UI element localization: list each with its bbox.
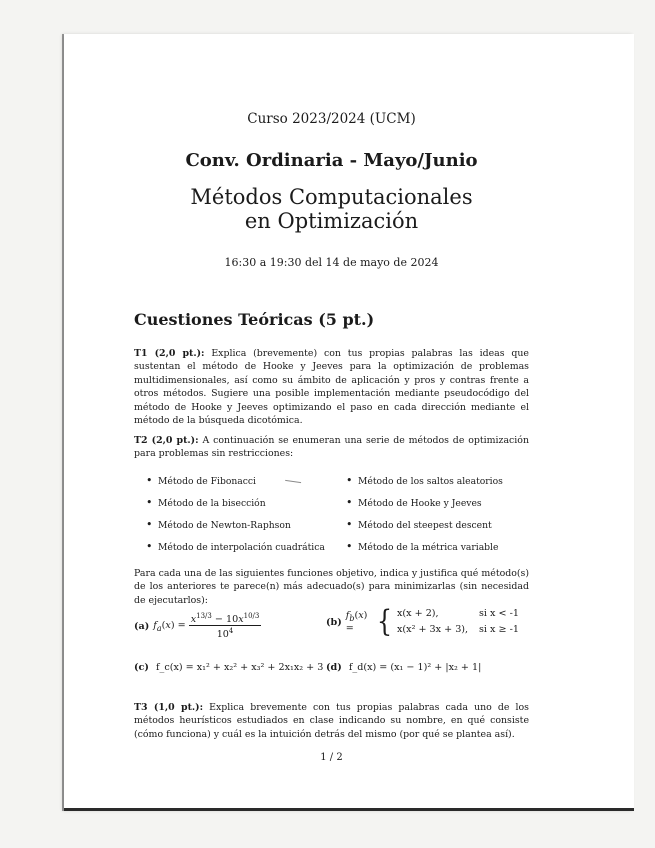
function-b-lhs: $f_b(x)$ = [345, 610, 368, 634]
page-number: 1 / 2 [320, 752, 343, 763]
question-t3-label: T3 (1,0 pt.): [134, 702, 204, 713]
list-item: • Método del steepest descent [346, 518, 536, 540]
list-item: • Método de la métrica variable [346, 540, 536, 562]
question-t3-text: Explica brevemente con tus propias palabras cada uno de los métodos heurísticos estudiados en clase indicando su nombre, en qué consiste (cómo funciona) y cuál es la intuición detrás del mismo (por qué se plantea así). [134, 702, 529, 740]
methods-column-left [146, 474, 336, 562]
list-item: • Método de los saltos aleatorios [346, 474, 536, 496]
question-t1-label: T1 (2,0 pt.): [134, 348, 205, 359]
question-t1-text: Explica (brevemente) con tus propias palabras las ideas que sustentan el método de Hooke y Jeeves para la optimización de problemas multidimensionales, así como su ámbito de aplicación y pros y contras frente a otros métodos. Sugiere una posible implementación mediante pseudocódigo del método de Hooke y Jeeves optimizando el paso en cada dirección mediante el método de la búsqueda dicotómica. [134, 348, 529, 427]
question-t1 [134, 347, 529, 427]
list-item: • Método de Fibonacci [146, 474, 336, 496]
list-item: • Método de Newton-Raphson [146, 518, 336, 540]
function-a-label: (a) [134, 620, 150, 632]
function-c-expression: f_c(x) = x₁² + x₂² + x₃² + 2x₁x₂ + 3 [155, 662, 324, 673]
function-d [326, 662, 481, 673]
question-t3 [134, 701, 529, 741]
function-a-lhs: $f_a(x)$ = [153, 619, 189, 633]
function-d-expression: f_d(x) = (x₁ − 1)² + |x₂ + 1| [348, 662, 482, 673]
left-brace-icon: { [376, 604, 393, 639]
function-a-fraction: $\frac{x^{13/3} - 10x^{10/3}}{10^4}$ [190, 612, 260, 641]
list-item: • Método de interpolación cuadrática [146, 540, 336, 562]
function-b [326, 606, 529, 638]
section-title: Cuestiones Teóricas (5 pt.) [134, 310, 375, 329]
convocatoria-line: Conv. Ordinaria - Mayo/Junio [185, 150, 478, 171]
question-t2 [134, 434, 529, 461]
question-t2-label: T2 (2,0 pt.): [134, 435, 199, 446]
function-c [134, 662, 323, 673]
list-item: • Método de la bisección [146, 496, 336, 518]
functions-intro: Para cada una de las siguientes funciones objetivo, indica y justifica qué método(s) de los anteriores te parece(n) más adecuado(s) para minimizarlas (sin necesidad de ejecutarlos): [134, 568, 529, 606]
course-line: Curso 2023/2024 (UCM) [247, 111, 416, 127]
schedule-line: 16:30 a 19:30 del 14 de mayo de 2024 [224, 256, 439, 269]
title-line-2: en Optimización [244, 209, 419, 233]
case-2-condition: si x ≥ -1 [479, 624, 519, 635]
function-a [134, 612, 261, 640]
question-t2-text: A continuación se enumeran una serie de métodos de optimización para problemas sin restricciones: [134, 435, 529, 460]
function-b-cases [397, 606, 529, 638]
function-b-label: (b) [326, 616, 342, 628]
case-2-expression: x(x² + 3x + 3), [397, 624, 469, 635]
function-c-label: (c) [134, 662, 149, 673]
list-item: • Método de Hooke y Jeeves [346, 496, 536, 518]
methods-column-right [346, 474, 536, 562]
title-line-1: Métodos Computacionales [190, 185, 473, 209]
case-1-condition: si x < -1 [479, 608, 519, 619]
case-1-expression: x(x + 2), [397, 608, 439, 619]
function-d-label: (d) [326, 662, 342, 673]
